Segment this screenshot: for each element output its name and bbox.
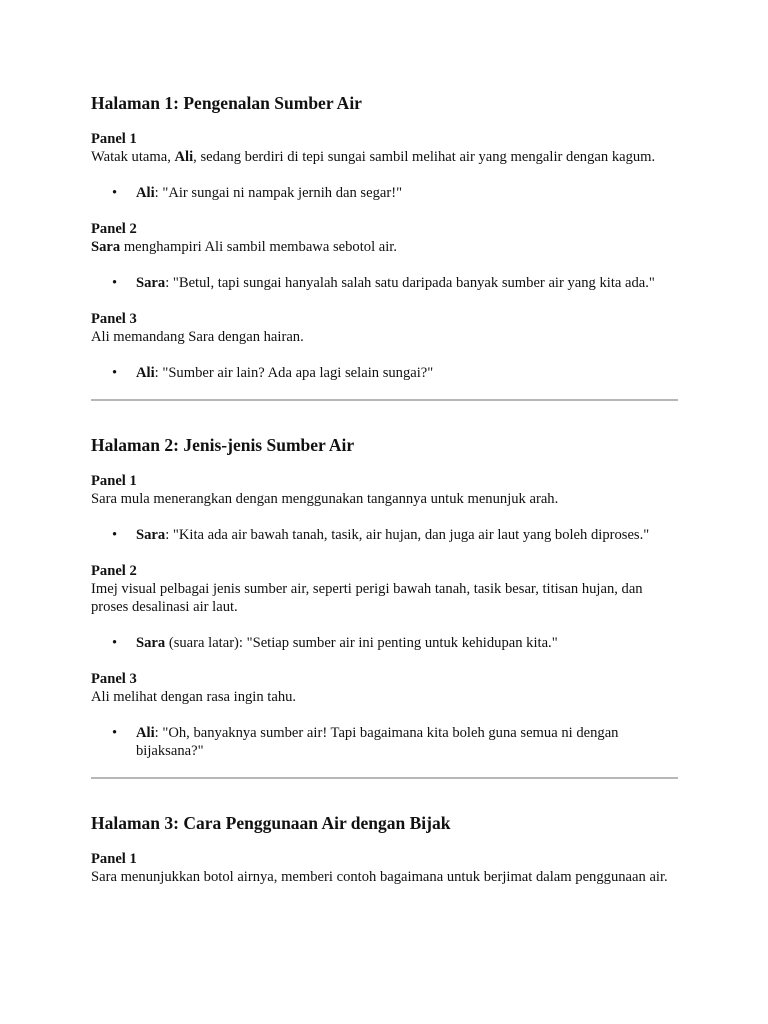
speaker-name: Sara (136, 635, 166, 651)
dialogue-list (91, 634, 678, 652)
desc-text: Watak utama, (91, 149, 175, 165)
section-title: Halaman 3: Cara Penggunaan Air dengan Bijak (91, 813, 451, 833)
panel (91, 472, 678, 544)
dialogue-item (91, 184, 678, 202)
dialogue-text: : "Air sungai ni nampak jernih dan segar!" (154, 185, 403, 201)
dialogue-list (91, 526, 678, 544)
document-page (91, 93, 678, 886)
dialogue-text: : "Sumber air lain? Ada apa lagi selain sungai?" (154, 365, 434, 381)
dialogue-item (91, 274, 678, 292)
dialogue-text: : "Setiap sumber air ini penting untuk kehidupan kita." (238, 635, 558, 651)
panel-label: Panel 3 (91, 671, 137, 687)
bullet-icon: • (112, 635, 118, 651)
panel (91, 850, 678, 886)
panel (91, 670, 678, 760)
bullet-icon: • (112, 527, 118, 543)
panel (91, 562, 678, 652)
speaker-name: Sara (136, 275, 166, 291)
section-halaman-1 (91, 93, 678, 382)
speaker-name: Sara (136, 527, 166, 543)
panel (91, 130, 678, 202)
panel (91, 220, 678, 292)
section-divider (91, 777, 678, 779)
dialogue-item (91, 364, 678, 382)
panel (91, 310, 678, 382)
dialogue-text: : "Oh, banyaknya sumber air! Tapi bagaimana kita boleh guna semua ni dengan bijaksana?" (136, 725, 619, 759)
bullet-icon: • (112, 365, 118, 381)
panel-label: Panel 2 (91, 563, 137, 579)
panel-description (91, 148, 678, 166)
dialogue-text: : "Kita ada air bawah tanah, tasik, air hujan, dan juga air laut yang boleh diproses." (165, 527, 650, 543)
speaker-name: Ali (136, 725, 155, 741)
dialogue-list (91, 724, 678, 760)
panel-description (91, 238, 678, 256)
panel-label: Panel 1 (91, 851, 137, 867)
section-halaman-2 (91, 435, 678, 760)
panel-description: Sara mula menerangkan dengan menggunakan tangannya untuk menunjuk arah. (91, 491, 559, 507)
dialogue-item (91, 526, 678, 544)
desc-text: , sedang berdiri di tepi sungai sambil melihat air yang mengalir dengan kagum. (193, 149, 656, 165)
dialogue-item (91, 634, 678, 652)
bullet-icon: • (112, 185, 118, 201)
section-title: Halaman 1: Pengenalan Sumber Air (91, 93, 362, 113)
bullet-icon: • (112, 725, 118, 741)
dialogue-item (91, 724, 678, 760)
dialogue-text: : "Betul, tapi sungai hanyalah salah satu daripada banyak sumber air yang kita ada." (165, 275, 655, 291)
desc-bold-name: Sara (91, 239, 121, 255)
dialogue-list (91, 274, 678, 292)
section-title: Halaman 2: Jenis-jenis Sumber Air (91, 435, 355, 455)
panel-description: Sara menunjukkan botol airnya, memberi contoh bagaimana untuk berjimat dalam penggunaan air. (91, 869, 668, 885)
panel-description (91, 328, 678, 346)
dialogue-list (91, 364, 678, 382)
speaker-name: Ali (136, 185, 155, 201)
panel-description: Imej visual pelbagai jenis sumber air, seperti perigi bawah tanah, tasik besar, titisan hujan, dan proses desalinasi air laut. (91, 581, 643, 615)
speaker-name: Ali (136, 365, 155, 381)
panel-label: Panel 2 (91, 221, 137, 237)
panel-label: Panel 3 (91, 311, 137, 327)
speaker-note: (suara latar) (165, 635, 239, 651)
desc-text: menghampiri Ali sambil membawa sebotol air. (120, 239, 398, 255)
panel-label: Panel 1 (91, 131, 137, 147)
panel-description: Ali melihat dengan rasa ingin tahu. (91, 689, 297, 705)
section-halaman-3 (91, 813, 678, 886)
desc-bold-name: Ali (174, 149, 194, 165)
dialogue-list (91, 184, 678, 202)
panel-label: Panel 1 (91, 473, 137, 489)
desc-text: Ali memandang Sara dengan hairan. (91, 329, 304, 345)
bullet-icon: • (112, 275, 118, 291)
section-divider (91, 399, 678, 401)
